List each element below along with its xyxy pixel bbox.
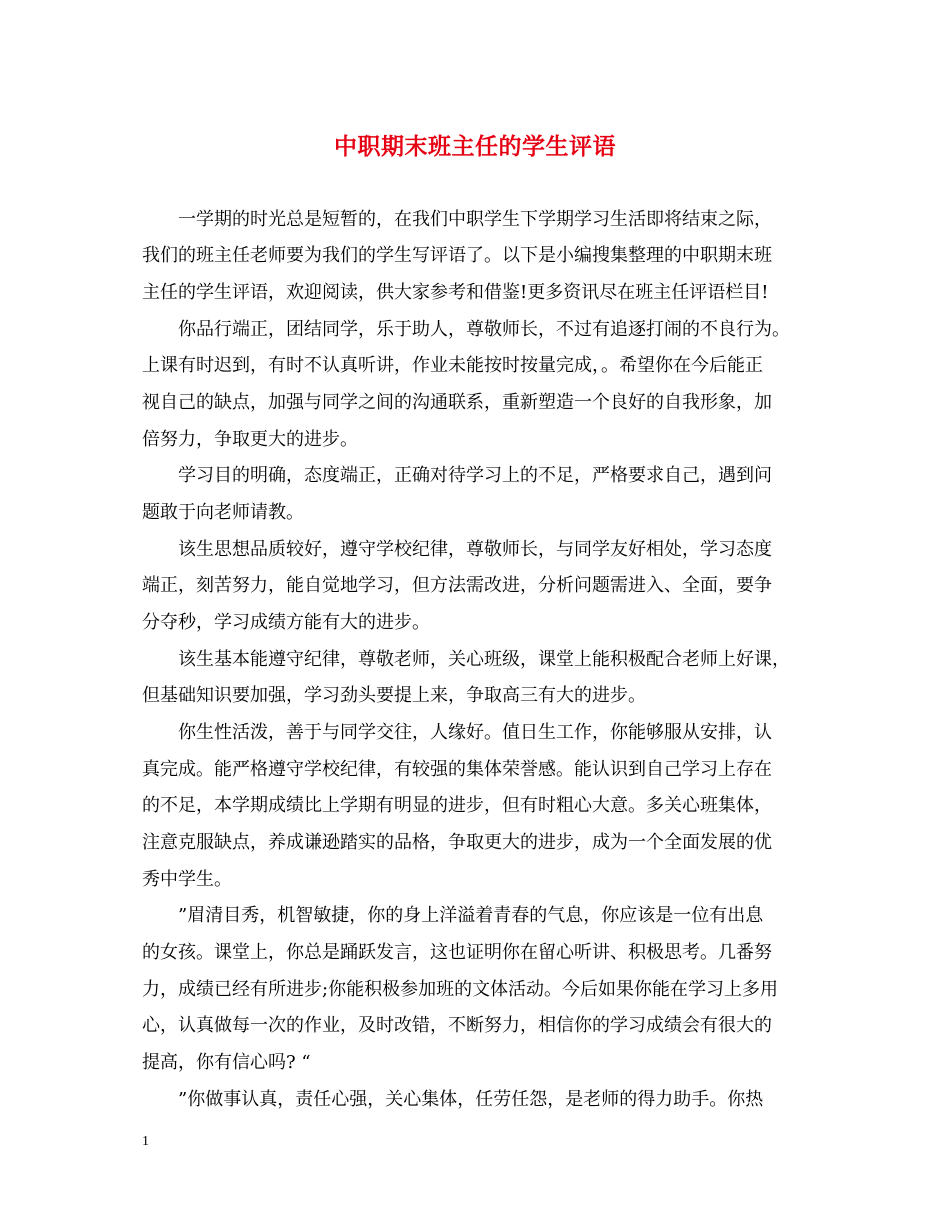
text-line: 但基础知识要加强，学习劲头要提上来，争取高三有大的进步。 [142, 685, 646, 706]
text-line: 我们的班主任老师要为我们的学生写评语了。以下是小编搜集整理的中职期末班 [142, 245, 772, 266]
text-line: 倍努力，争取更大的进步。 [142, 429, 358, 450]
text-line: 秀中学生。 [142, 869, 232, 890]
text-line: 上课有时迟到，有时不认真听讲，作业未能按时按量完成，。希望你在今后能正 [142, 355, 763, 376]
text-line: 力，成绩已经有所进步;你能积极参加班的文体活动。今后如果你能在学习上多用 [142, 979, 779, 1000]
text-line: 该生思想品质较好，遵守学校纪律，尊敬师长，与同学友好相处，学习态度 [178, 539, 772, 560]
text-line: 你品行端正，团结同学，乐于助人，尊敬师长，不过有追逐打闹的不良行为。 [178, 319, 790, 340]
text-line: 提高，你有信心吗? “ [142, 1052, 311, 1073]
text-line: 真完成。能严格遵守学校纪律，有较强的集体荣誉感。能认识到自己学习上存在 [142, 759, 772, 780]
text-line: 你生性活泼，善于与同学交往，人缘好。值日生工作，你能够服从安排，认 [178, 722, 772, 743]
text-line: 视自己的缺点，加强与同学之间的沟通联系，重新塑造一个良好的自我形象，加 [142, 392, 772, 413]
document-title: 中职期末班主任的学生评语 [334, 133, 616, 160]
text-line: 的不足，本学期成绩比上学期有明显的进步，但有时粗心大意。多关心班集体， [142, 795, 772, 816]
text-line: 注意克服缺点，养成谦逊踏实的品格，争取更大的进步，成为一个全面发展的优 [142, 832, 772, 853]
text-line: 端正，刻苦努力，能自觉地学习，但方法需改进，分析问题需进入、全面，要争 [142, 575, 772, 596]
text-line: 心，认真做每一次的作业，及时改错，不断努力，相信你的学习成绩会有很大的 [142, 1015, 772, 1036]
text-line: 的女孩。课堂上，你总是踊跃发言，这也证明你在留心听讲、积极思考。几番努 [142, 942, 772, 963]
text-line: 主任的学生评语，欢迎阅读，供大家参考和借鉴!更多资讯尽在班主任评语栏目! [142, 282, 769, 303]
text-line: 该生基本能遵守纪律，尊敬老师，关心班级，课堂上能积极配合老师上好课， [178, 649, 790, 670]
text-line: 一学期的时光总是短暂的，在我们中职学生下学期学习生活即将结束之际， [178, 209, 772, 230]
text-line: ”你做事认真，责任心强，关心集体，任劳任怨，是老师的得力助手。你热 [178, 1089, 764, 1110]
text-line: ”眉清目秀，机智敏捷，你的身上洋溢着青春的气息，你应该是一位有出息 [178, 905, 764, 926]
text-line: 学习目的明确，态度端正，正确对待学习上的不足，严格要求自己，遇到问 [178, 465, 772, 486]
text-line: 分夺秒，学习成绩方能有大的进步。 [142, 612, 430, 633]
text-line: 题敢于向老师请教。 [142, 502, 304, 523]
page-number: 1 [142, 1134, 149, 1149]
